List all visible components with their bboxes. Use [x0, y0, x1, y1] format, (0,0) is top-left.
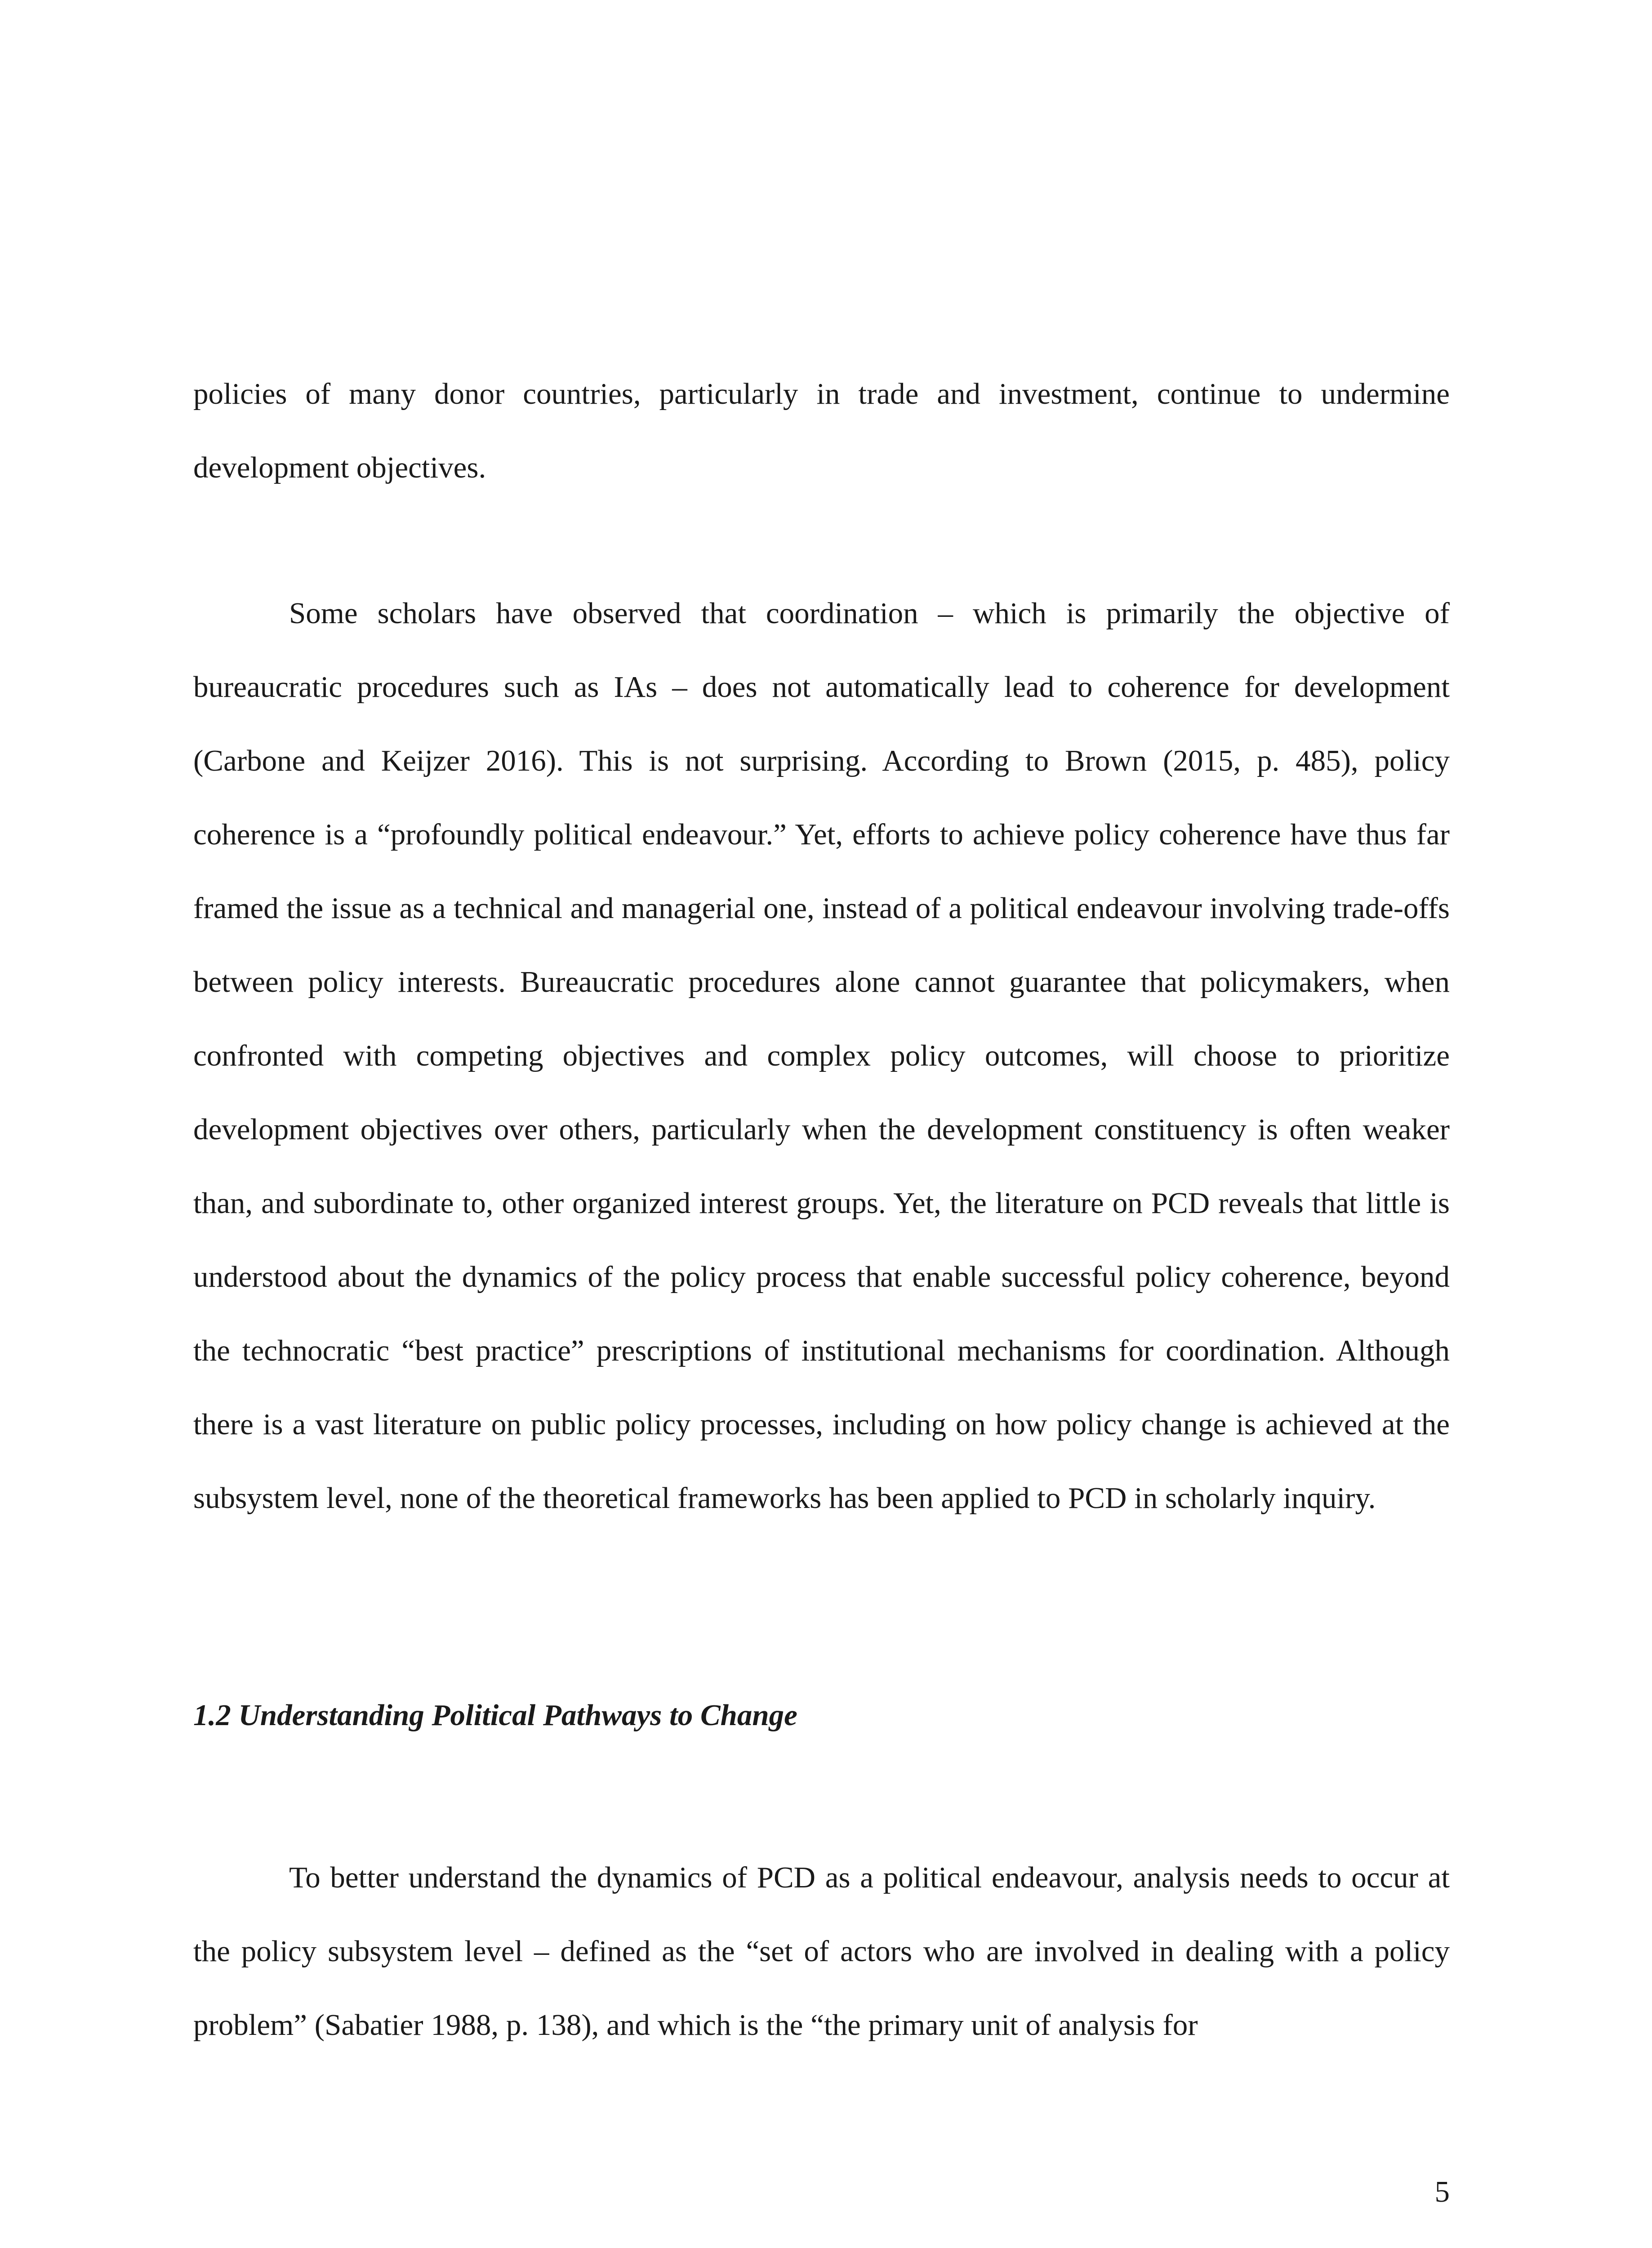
paragraph-continued: policies of many donor countries, particularly in trade and investment, continue to undermine development objectives.: [193, 377, 1450, 484]
paragraph-political-dynamics: To better understand the dynamics of PCD as a political endeavour, analysis needs to occur at the policy subsystem level – defined as the “set of actors who are involved in dealing with a policy problem” (Sabatier 1988, p. 138), and which is the “the primary unit of analysis for: [193, 1861, 1450, 2042]
page-number: 5: [1434, 2175, 1450, 2208]
paragraph-coordination: Some scholars have observed that coordination – which is primarily the objective of bureaucratic procedures such as IAs – does not automatically lead to coherence for development (Carbone and Keijzer 2016). This is not surprising. According to Brown (2015, p. 485), policy coherence is a “profoundly political endeavour.” Yet, efforts to achieve policy coherence have thus far framed the issue as a technical and managerial one, instead of a political endeavour involving trade-offs between policy interests. Bureaucratic procedures alone cannot guarantee that policymakers, when confronted with competing objectives and complex policy outcomes, will choose to prioritize development objectives over others, particularly when the development constituency is often weaker than, and subordinate to, other organized interest groups. Yet, the literature on PCD reveals that little is understood about the dynamics of the policy process that enable successful policy coherence, beyond the technocratic “best practice” prescriptions of institutional mechanisms for coordination. Although there is a vast literature on public policy processes, including on how policy change is achieved at the subsystem level, none of the theoretical frameworks has been applied to PCD in scholarly inquiry.: [193, 597, 1450, 1515]
section-heading: 1.2 Understanding Political Pathways to Change: [193, 1699, 797, 1732]
